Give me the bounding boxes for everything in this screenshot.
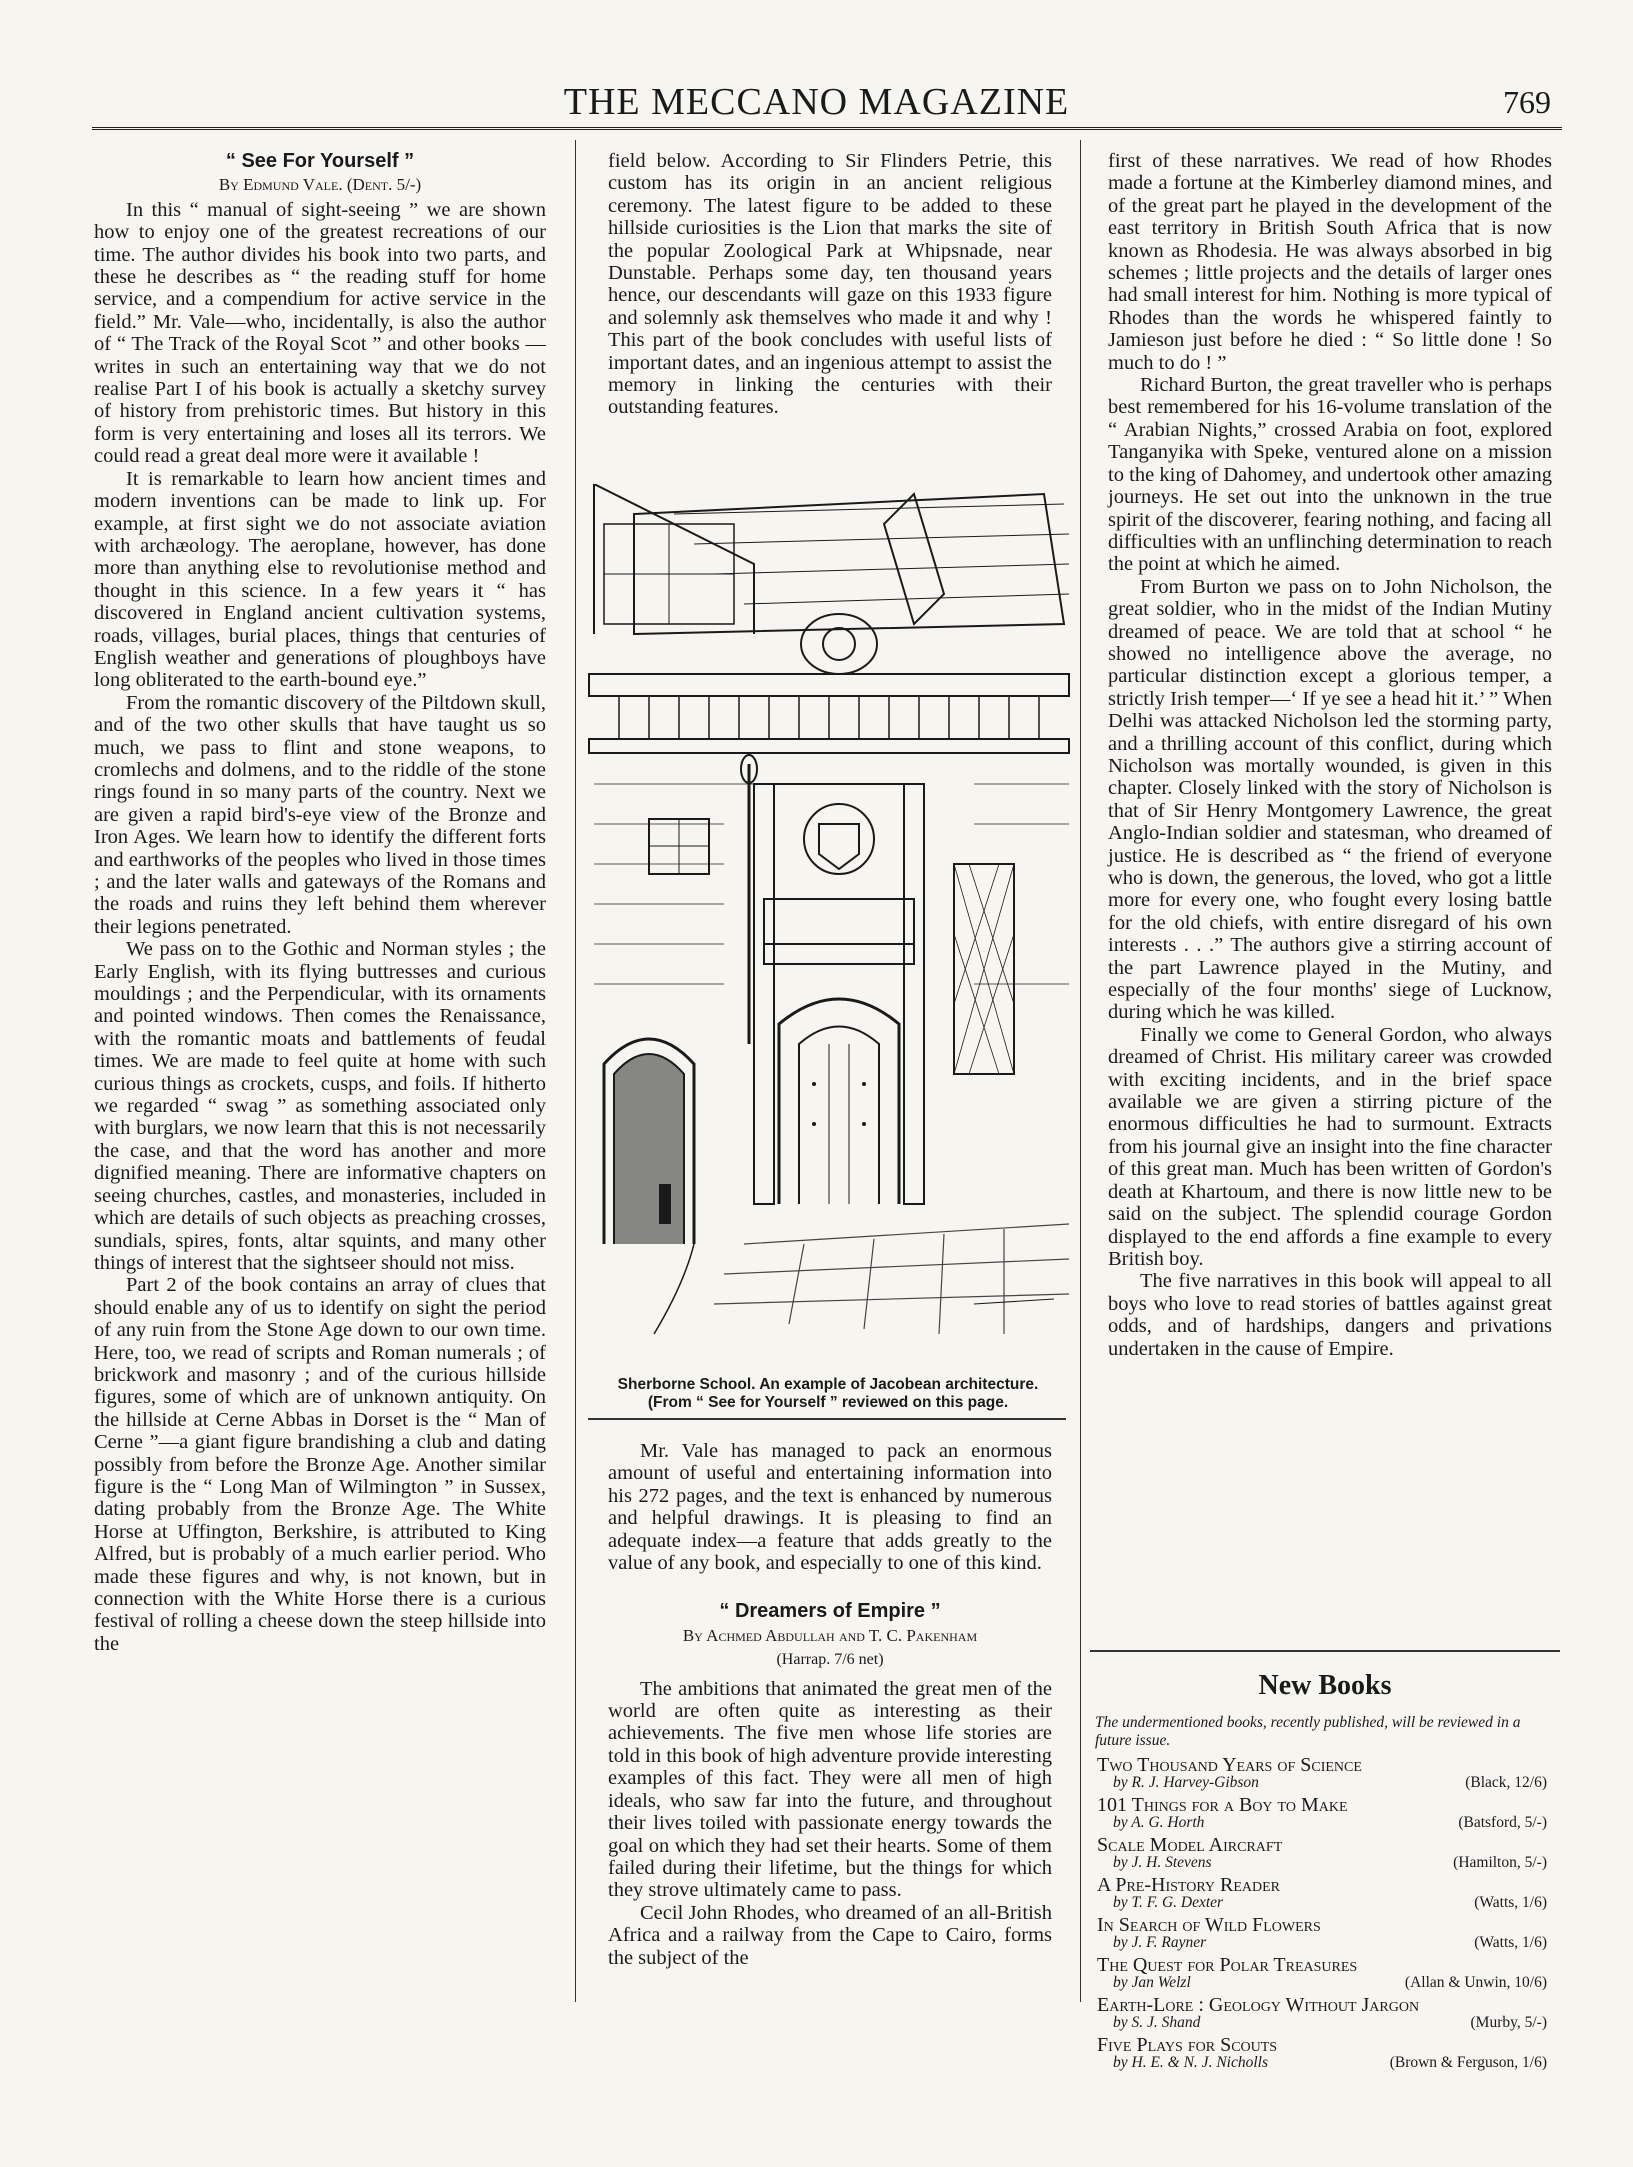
- paragraph: field below. According to Sir Flinders Petrie, this custom has its origin in an ancient religious ceremony. The latest figure to be added to these hillside curiosities is the Lion that marks the site of the popular Zoological Park at Whipsnade, near Dunstable. Perhaps some day, ten thousand years hence, our descendants will gaze on this 1933 figure and solemnly ask themselves who made it and why ! This part of the book concludes with useful lists of important dates, and an ingenious attempt to assist the memory in linking the centuries with their outstanding features.: [608, 150, 1052, 419]
- page-number: 769: [1503, 84, 1551, 120]
- book-author: by A. G. Horth: [1113, 1814, 1205, 1831]
- book-publisher: (Allan & Unwin, 10/6): [1404, 1974, 1547, 1991]
- book-author: by R. J. Harvey-Gibson: [1113, 1774, 1259, 1791]
- book-publisher: (Murby, 5/-): [1470, 2014, 1547, 2031]
- book-meta: [1097, 1975, 1547, 1991]
- illustration-caption: [574, 1376, 1082, 1412]
- paragraph: Finally we come to General Gordon, who always dreamed of Christ. His military career was crowded with exciting incidents, and in the brief space available we are given a stirring picture of the enormous difficulties he had to surmount. Extracts from his journal give an insight into the fine character of this great man. Much has been written of Gordon's death at Khartoum, and there is now little new to be said on the subject. The splendid courage Gordon displayed to the end affords a fine example to every British boy.: [1108, 1023, 1552, 1270]
- paragraph: Mr. Vale has managed to pack an enormous amount of useful and entertaining information into his 272 pages, and the text is enhanced by numerous and helpful drawings. It is pleasing to find an adequate index—a feature that adds greatly to the value of any book, and especially to one of this kind.: [608, 1440, 1052, 1575]
- page-header-title: THE MECCANO MAGAZINE: [563, 81, 1070, 123]
- caption-line-2: (From “ See for Yourself ” reviewed on this page.: [647, 1394, 1009, 1411]
- book-title: Five Plays for Scouts: [1097, 2034, 1278, 2056]
- new-books-heading: New Books: [1258, 1670, 1392, 1701]
- list-item: [1097, 1835, 1547, 1871]
- list-item: [1097, 1995, 1547, 2031]
- review-publisher: (Harrap. 7/6 net): [776, 1651, 884, 1669]
- book-meta: [1097, 1775, 1547, 1791]
- paragraph: The ambitions that animated the great men of the world are often quite as interesting as their achievements. The five men whose life stories are told in this book of high adventure provide interesting examples of this fact. They were all men of high ideals, who saw far into the future, and throughout their lives toiled with passionate energy towards the goal on which they had set their hearts. Some of them failed during their lifetime, but the things for which they strove ultimately came to pass.: [608, 1677, 1052, 1902]
- list-item: [1097, 1955, 1547, 1991]
- book-publisher: (Hamilton, 5/-): [1453, 1854, 1547, 1871]
- book-meta: [1097, 2055, 1547, 2071]
- book-publisher: (Watts, 1/6): [1474, 1934, 1547, 1951]
- paragraph: It is remarkable to learn how ancient times and modern inventions can be made to link up. For example, at first sight we do not associate aviation with archæology. The aeroplane, however, has done more than anything else to revolutionise method and thought in this science. In a few years it “ has discovered in England ancient cultivation systems, roads, villages, burial places, things that centuries of English weather and generations of ploughboys have long obliterated to the earth-bound eye.”: [94, 467, 546, 692]
- book-meta: [1097, 1815, 1547, 1831]
- new-books-note: The undermentioned books, recently published, will be reviewed in a future issue.: [1095, 1714, 1521, 1749]
- book-title: Earth-Lore : Geology Without Jargon: [1097, 1994, 1420, 2016]
- list-item: [1097, 1915, 1547, 1951]
- book-meta: [1097, 1855, 1547, 1871]
- book-publisher: (Batsford, 5/-): [1458, 1814, 1547, 1831]
- book-author: by J. H. Stevens: [1113, 1854, 1212, 1871]
- book-title: Two Thousand Years of Science: [1097, 1754, 1362, 1776]
- list-item: [1097, 2035, 1547, 2071]
- book-publisher: (Watts, 1/6): [1474, 1894, 1547, 1911]
- paragraph: We pass on to the Gothic and Norman styles ; the Early English, with its flying buttresses and curious mouldings ; and the Perpendicular, with its ornaments and pointed windows. Then comes the Renaissance, with the romantic moats and battlements of feudal times. We are made to feel quite at home with such curious things as crockets, cusps, and foils. If hitherto we regarded “ swag ” as something associated only with burglars, we now learn that this is not necessarily the case, and that the word has another and more dignified meaning. There are informative chapters on seeing churches, castles, and monasteries, included in which are details of such objects as preaching crosses, sundials, spires, fonts, altar squints, and many other things of interest that the sightseer should not miss.: [94, 938, 546, 1274]
- review-byline-abdullah: By Achmed Abdullah and T. C. Pakenham: [682, 1625, 978, 1645]
- new-books-list: [1097, 1755, 1547, 2075]
- book-meta: [1097, 2015, 1547, 2031]
- header-rule: [92, 127, 1562, 130]
- book-title: A Pre-History Reader: [1097, 1874, 1280, 1896]
- paragraph: first of these narratives. We read of how Rhodes made a fortune at the Kimberley diamond mines, and of the great part he played in the development of the east territory in British South Africa that is now known as Rhodesia. He was always absorbed in big schemes ; little projects and the details of larger ones had small interest for him. Nothing is more typical of Rhodes than the words he whispered faintly to Jamieson just before he died : “ So little done ! So much to do ! ”: [1108, 150, 1552, 374]
- list-item: [1097, 1755, 1547, 1791]
- book-publisher: (Black, 12/6): [1465, 1774, 1547, 1791]
- paragraph: In this “ manual of sight-seeing ” we are shown how to enjoy one of the greatest recreations of our time. The author divides his book into two parts, and these he describes as “ the reading stuff for home service, and a compendium for active service in the field.” Mr. Vale—who, incidentally, is also the author of “ The Track of the Royal Scot ” and other books —writes in such an entertaining way that we do not realise Part I of his book is actually a sketchy survey of history from prehistoric times. But history in this form is very entertaining and loses all its terrors. We could read a great deal more were it available !: [94, 198, 546, 468]
- book-author: by T. F. G. Dexter: [1113, 1894, 1224, 1911]
- sherborne-school-illustration: [574, 484, 1082, 1360]
- paragraph: Part 2 of the book contains an array of clues that should enable any of us to identify on sight the period of any ruin from the Stone Age down to our own time. Here, too, we read of scripts and Roman numerals ; of brickwork and masonry ; and of the curious hillside figures, some of which are of unknown antiquity. On the hillside at Cerne Abbas in Dorset is the “ Man of Cerne ”—a giant figure brandishing a club and dating possibly from before the Bronze Age. Another similar figure is the “ Long Man of Wilmington ” in Sussex, dating probably from the Bronze Age. The White Horse at Uffington, Berkshire, is attributed to King Alfred, but is probably of a much earlier period. Who made these figures and why, is not known, but in connection with the White Horse there is a curious festival of rolling a cheese down the steep hillside into the: [94, 1274, 546, 1655]
- paragraph: Cecil John Rhodes, who dreamed of an all-British Africa and a railway from the Cape to Cairo, forms the subject of the: [608, 1901, 1052, 1969]
- column-2-bottom: [608, 1440, 1052, 1969]
- column-3: [1108, 150, 1552, 1360]
- book-author: by J. F. Rayner: [1113, 1934, 1207, 1951]
- paragraph: The five narratives in this book will appeal to all boys who love to read stories of battles against great odds, and of hardships, dangers and privations undertaken in the cause of Empire.: [1108, 1270, 1552, 1360]
- book-publisher: (Brown & Ferguson, 1/6): [1389, 2054, 1547, 2071]
- column-2-top: [608, 150, 1052, 419]
- review-title-see-for-yourself: “ See For Yourself ”: [225, 150, 415, 172]
- new-books-rule: [1090, 1650, 1560, 1652]
- book-title: 101 Things for a Boy to Make: [1097, 1794, 1348, 1816]
- paragraph: From the romantic discovery of the Piltdown skull, and of the two other skulls that have taught us so much, we pass to flint and stone weapons, to cromlechs and dolmens, and to the riddle of the stone rings found in so many parts of the country. Next we are given a rapid bird's-eye view of the Bronze and Iron Ages. We learn how to identify the different forts and earthworks of the peoples who lived in those times ; and the later walls and gateways of the Romans and the roads and ruins they left behind them wherever their legions penetrated.: [94, 691, 546, 938]
- book-author: by Jan Welzl: [1113, 1974, 1191, 1991]
- book-author: by H. E. & N. J. Nicholls: [1113, 2054, 1268, 2071]
- book-author: by S. J. Shand: [1113, 2014, 1201, 2031]
- review-byline-vale: By Edmund Vale. (Dent. 5/-): [218, 175, 422, 195]
- paragraph: From Burton we pass on to John Nicholson, the great soldier, who in the midst of the Indian Mutiny dreamed of peace. We are told that at school “ he showed no intelligence above the average, no particular distinction except a glorious temper, a strictly Irish temper—‘ If ye see a head hit it.’ ” When Delhi was attacked Nicholson led the storming party, and a thrilling account of this conflict, during which Nicholson was mortally wounded, is given in this chapter. Closely linked with the story of Nicholson is that of Sir Henry Montgomery Lawrence, the great Anglo-Indian soldier and statesman, who dreamed of justice. He is described as “ the friend of everyone who is down, the generous, the loved, who got a little more for every one, who fought every losing battle for the old chiefs, with entire disregard of his own interests . . .” The authors give a stirring account of the part Lawrence played in the Mutiny, and especially of the four months' siege of Lucknow, during which he was killed.: [1108, 575, 1552, 1024]
- list-item: [1097, 1795, 1547, 1831]
- paragraph: Richard Burton, the great traveller who is perhaps best remembered for his 16-volume translation of the “ Arabian Nights,” crossed Arabia on foot, explored Tanganyika with Speke, ventured alone on a mission to the king of Dahomey, and undertook other amazing journeys. He set out into the unknown in the true spirit of the discoverer, fearing nothing, and facing all difficulties with an unflinching determination to reach the point at which he aimed.: [1108, 374, 1552, 576]
- book-title: Scale Model Aircraft: [1097, 1834, 1283, 1856]
- book-title: The Quest for Polar Treasures: [1097, 1954, 1358, 1976]
- book-meta: [1097, 1895, 1547, 1911]
- list-item: [1097, 1875, 1547, 1911]
- book-meta: [1097, 1935, 1547, 1951]
- caption-line-1: Sherborne School. An example of Jacobean architecture.: [617, 1376, 1039, 1393]
- review-title-dreamers-of-empire: “ Dreamers of Empire ”: [719, 1600, 941, 1623]
- column-1: [94, 150, 546, 1655]
- caption-rule: [588, 1418, 1066, 1420]
- book-title: In Search of Wild Flowers: [1097, 1914, 1321, 1936]
